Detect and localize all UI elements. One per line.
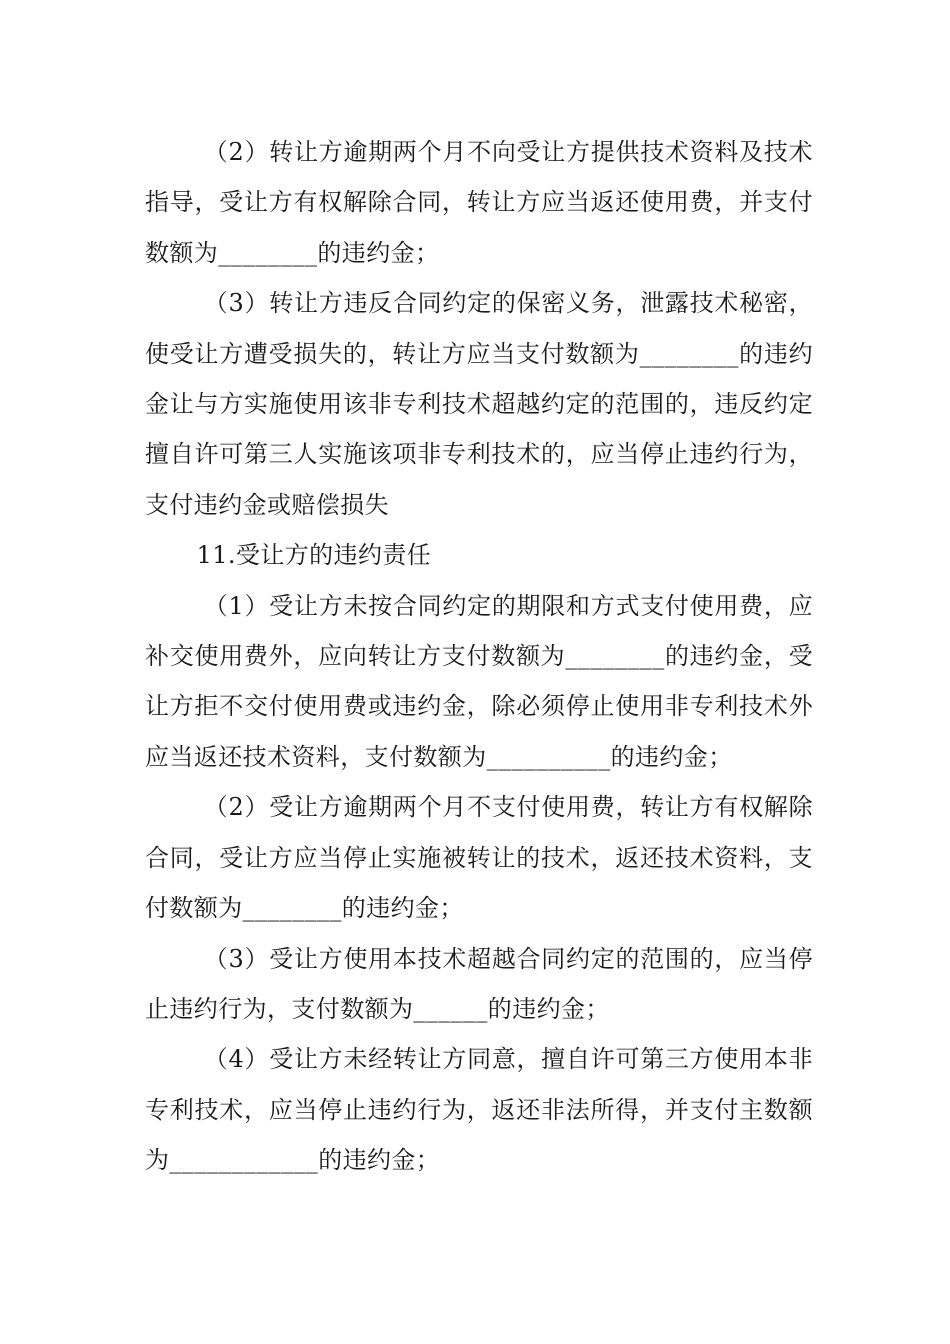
- document-body: [145, 127, 813, 1186]
- clause-10-2: （2）转让方逾期两个月不向受让方提供技术资料及技术指导，受让方有权解除合同，转让方应当返还使用费，并支付数额为________的违约金；: [145, 138, 813, 267]
- clause-11-3: （3）受让方使用本技术超越合同约定的范围的，应当停止违约行为，支付数额为______的违约金；: [145, 944, 813, 1023]
- clause-10-3: （3）转让方违反合同约定的保密义务，泄露技术秘密，使受让方遭受损失的，转让方应当支付数额为________的违约金让与方实施使用该非专利技术超越约定的范围的，违反约定擅自许可第三人实施该项非专利技术的，应当停止违约行为，支付违约金或赔偿损失: [145, 289, 813, 519]
- clause-11-1: （1）受让方未按合同约定的期限和方式支付使用费，应补交使用费外，应向转让方支付数额为________的违约金，受让方拒不交付使用费或违约金，除必须停止使用非专利技术外应当返还技术资料，支付数额为__________的违约金；: [145, 591, 813, 771]
- clause-11-4: （4）受让方未经转让方同意，擅自许可第三方使用本非专利技术，应当停止违约行为，返还非法所得，并支付主数额为____________的违约金；: [145, 1045, 813, 1175]
- clause-11-2: （2）受让方逾期两个月不支付使用费，转让方有权解除合同，受让方应当停止实施被转让的技术，返还技术资料，支付数额为________的违约金；: [145, 793, 813, 923]
- section-heading-11: 11.受让方的违约责任: [196, 541, 432, 570]
